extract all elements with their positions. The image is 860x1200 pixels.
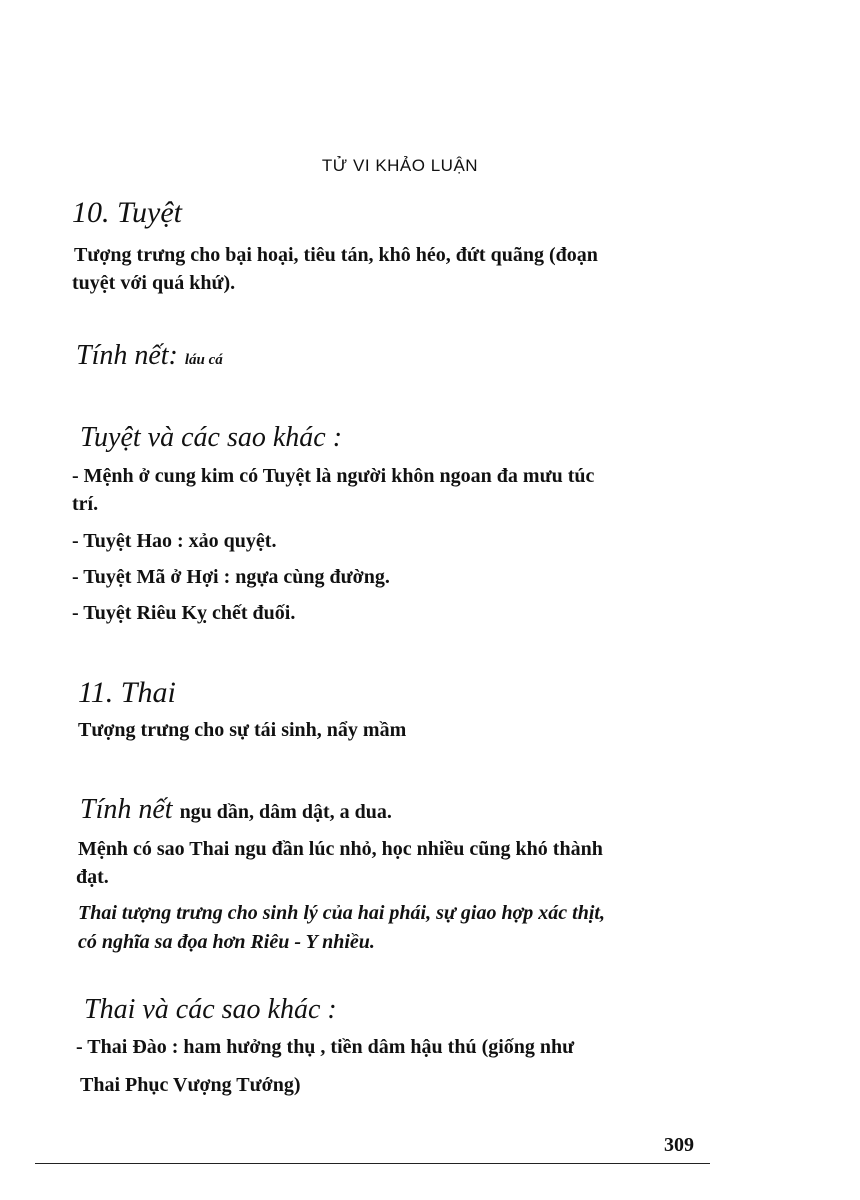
italic-line: có nghĩa sa đọa hơn Riêu - Y nhiều. [78, 931, 375, 953]
paragraph-line: Tượng trưng cho sự tái sinh, nẩy mầm [78, 719, 407, 741]
section-title-thai: 11. Thai [78, 676, 176, 709]
list-item: - Thai Đào : ham hưởng thụ , tiền dâm hậu thú (giống như [76, 1036, 575, 1058]
paragraph-line: đạt. [76, 866, 109, 888]
list-item: - Tuyệt Riêu Kỵ chết đuối. [72, 602, 296, 624]
list-item: trí. [72, 493, 99, 515]
paragraph-line: Tượng trưng cho bại hoại, tiêu tán, khô héo, đứt quãng (đoạn [74, 244, 598, 266]
italic-line: Thai tượng trưng cho sinh lý của hai phái, sự giao hợp xác thịt, [78, 902, 605, 924]
tinh-net-value: láu cá [184, 352, 223, 368]
list-item: Thai Phục Vượng Tướng) [80, 1074, 301, 1096]
tinh-net-label: Tính nết [80, 794, 173, 825]
tinh-net-label: Tính nết: [76, 340, 178, 371]
running-header: TỬ VI KHẢO LUẬN [321, 156, 479, 175]
subsection-title: Thai và các sao khác : [84, 994, 337, 1025]
paragraph-line: Mệnh có sao Thai ngu đần lúc nhỏ, học nhiều cũng khó thành [78, 838, 603, 860]
subsection-title: Tuyệt và các sao khác : [80, 422, 343, 453]
list-item: - Tuyệt Mã ở Hợi : ngựa cùng đường. [72, 566, 390, 588]
list-item: - Mệnh ở cung kim có Tuyệt là người khôn ngoan đa mưu túc [72, 465, 595, 487]
paragraph-line: tuyệt với quá khứ). [72, 272, 236, 294]
section-title-tuyet: 10. Tuyệt [72, 196, 182, 229]
tinh-net-line [80, 794, 392, 826]
list-item: - Tuyệt Hao : xảo quyệt. [72, 530, 277, 552]
page-number: 309 [664, 1134, 694, 1156]
footer-rule [35, 1163, 710, 1164]
tinh-net-line [76, 340, 223, 372]
tinh-net-value: ngu dần, dâm dật, a dua. [179, 801, 392, 823]
